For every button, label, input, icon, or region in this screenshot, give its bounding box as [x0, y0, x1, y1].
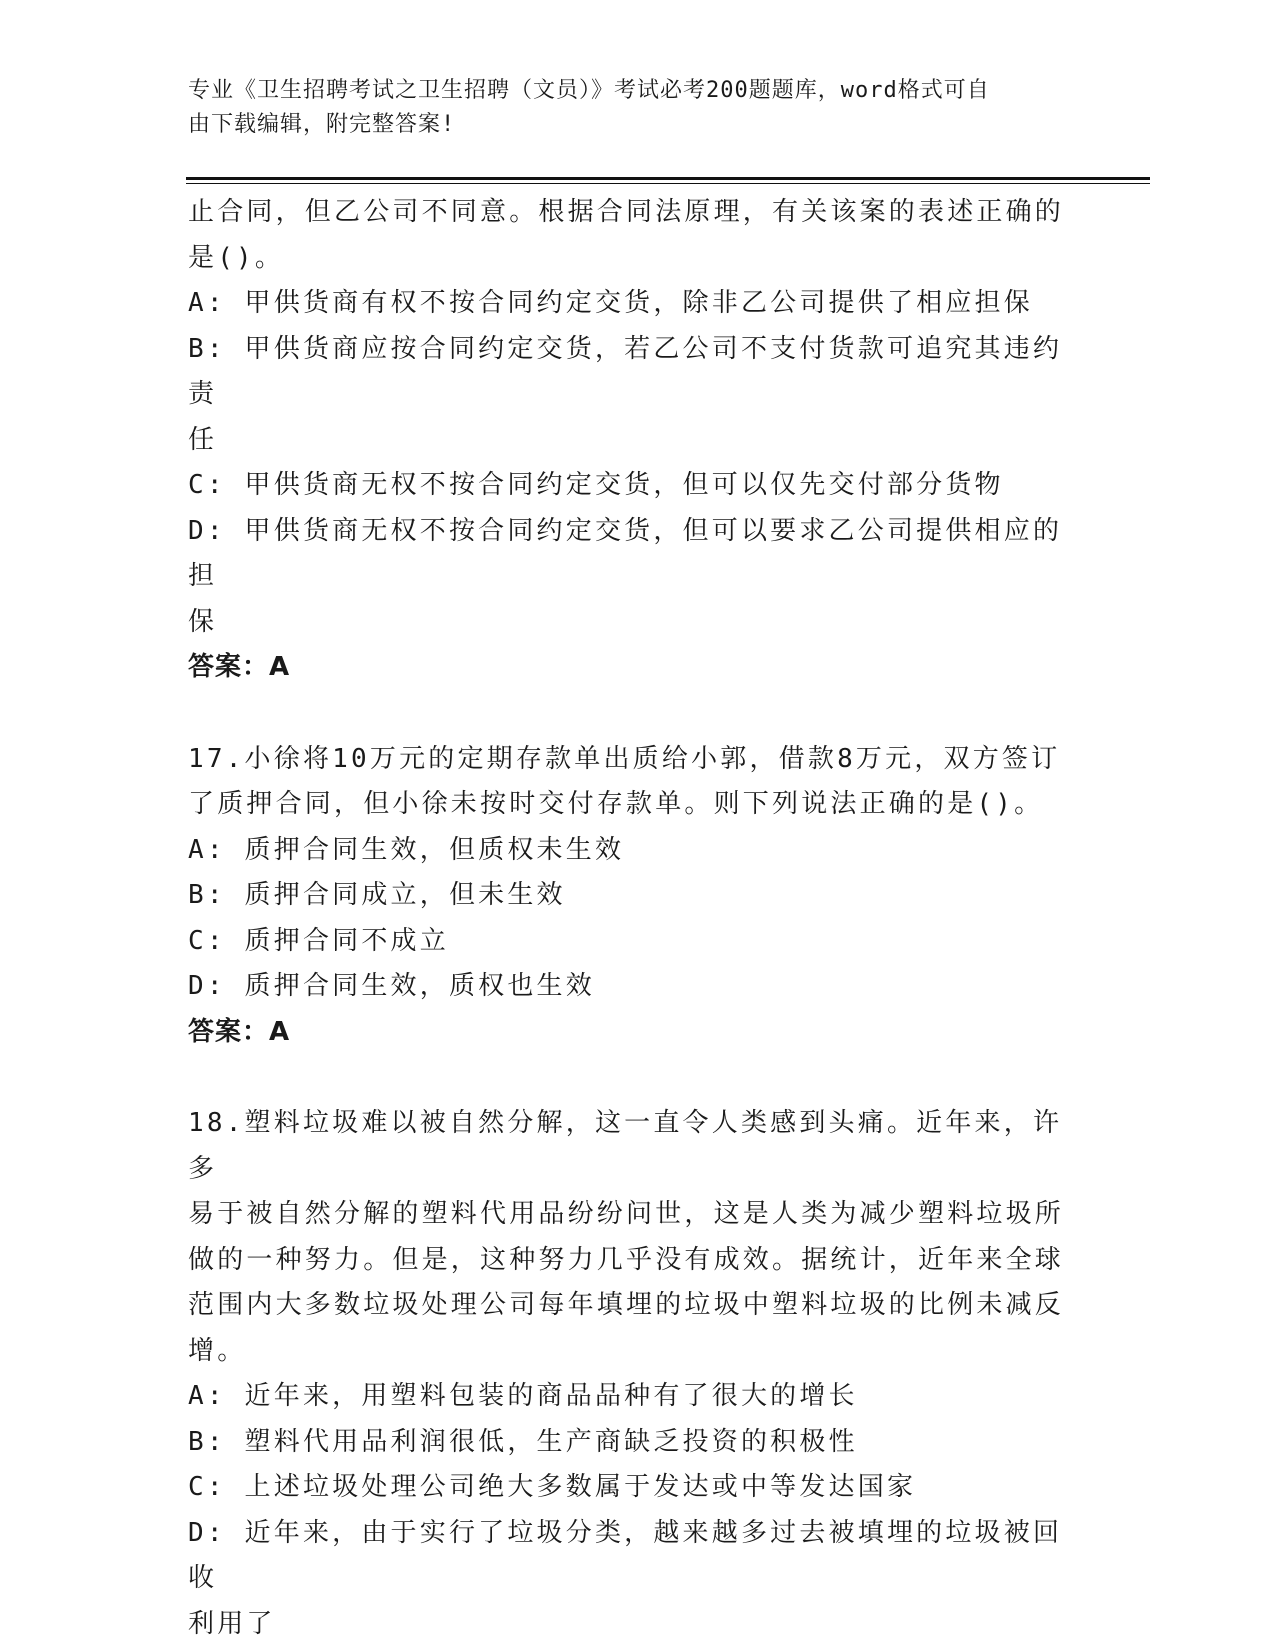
option-a: A: 甲供货商有权不按合同约定交货，除非乙公司提供了相应担保	[188, 288, 1033, 318]
document-body	[188, 190, 1068, 1647]
question-stem-line: 易于被自然分解的塑料代用品纷纷问世，这是人类为减少塑料垃圾所	[188, 1199, 1065, 1229]
option-b: B: 质押合同成立，但未生效	[188, 880, 566, 910]
option-a: A: 近年来，用塑料包装的商品品种有了很大的增长	[188, 1381, 858, 1411]
question-stem-line: 增。	[188, 1335, 247, 1366]
document-header	[188, 74, 1068, 142]
header-line-2: 由下载编辑，附完整答案!	[188, 112, 456, 137]
question-16	[188, 190, 1068, 691]
answer: 答案：A	[188, 1016, 291, 1047]
option-d: D: 近年来，由于实行了垃圾分类，越来越多过去被填埋的垃圾被回收	[188, 1517, 1063, 1593]
question-stem-line: 范围内大多数垃圾处理公司每年填埋的垃圾中塑料垃圾的比例未减反	[188, 1290, 1065, 1320]
option-d: D: 甲供货商无权不按合同约定交货，但可以要求乙公司提供相应的担	[188, 515, 1063, 591]
question-stem-line: 17.小徐将10万元的定期存款单出质给小郭，借款8万元，双方签订	[188, 743, 1061, 774]
answer: 答案：A	[188, 652, 291, 682]
header-line-1: 专业《卫生招聘考试之卫生招聘（文员）》考试必考200题题库，word格式可自	[188, 78, 990, 103]
question-stem-line: 18.塑料垃圾难以被自然分解，这一直令人类感到头痛。近年来，许多	[188, 1108, 1063, 1184]
option-c: C: 甲供货商无权不按合同约定交货，但可以仅先交付部分货物	[188, 470, 1004, 500]
header-rule-thin	[186, 183, 1150, 184]
question-17	[188, 737, 1068, 1056]
option-d-continued: 保	[188, 606, 218, 637]
option-b: B: 甲供货商应按合同约定交货，若乙公司不支付货款可追究其违约责	[188, 333, 1063, 409]
option-b: B: 塑料代用品利润很低，生产商缺乏投资的积极性	[188, 1426, 858, 1457]
question-stem-line: 是()。	[188, 242, 285, 273]
option-d-continued: 利用了	[188, 1608, 276, 1639]
option-d: D: 质押合同生效，质权也生效	[188, 971, 595, 1001]
option-c: C: 质押合同不成立	[188, 925, 449, 956]
question-stem-line: 做的一种努力。但是，这种努力几乎没有成效。据统计，近年来全球	[188, 1244, 1065, 1275]
option-c: C: 上述垃圾处理公司绝大多数属于发达或中等发达国家	[188, 1472, 917, 1502]
header-rule-thick	[186, 177, 1150, 180]
question-stem-line: 了质押合同，但小徐未按时交付存款单。则下列说法正确的是()。	[188, 789, 1044, 819]
question-stem-line: 止合同，但乙公司不同意。根据合同法原理，有关该案的表述正确的	[188, 197, 1065, 227]
option-b-continued: 任	[188, 424, 218, 455]
question-18	[188, 1101, 1068, 1647]
option-a: A: 质押合同生效，但质权未生效	[188, 834, 625, 865]
